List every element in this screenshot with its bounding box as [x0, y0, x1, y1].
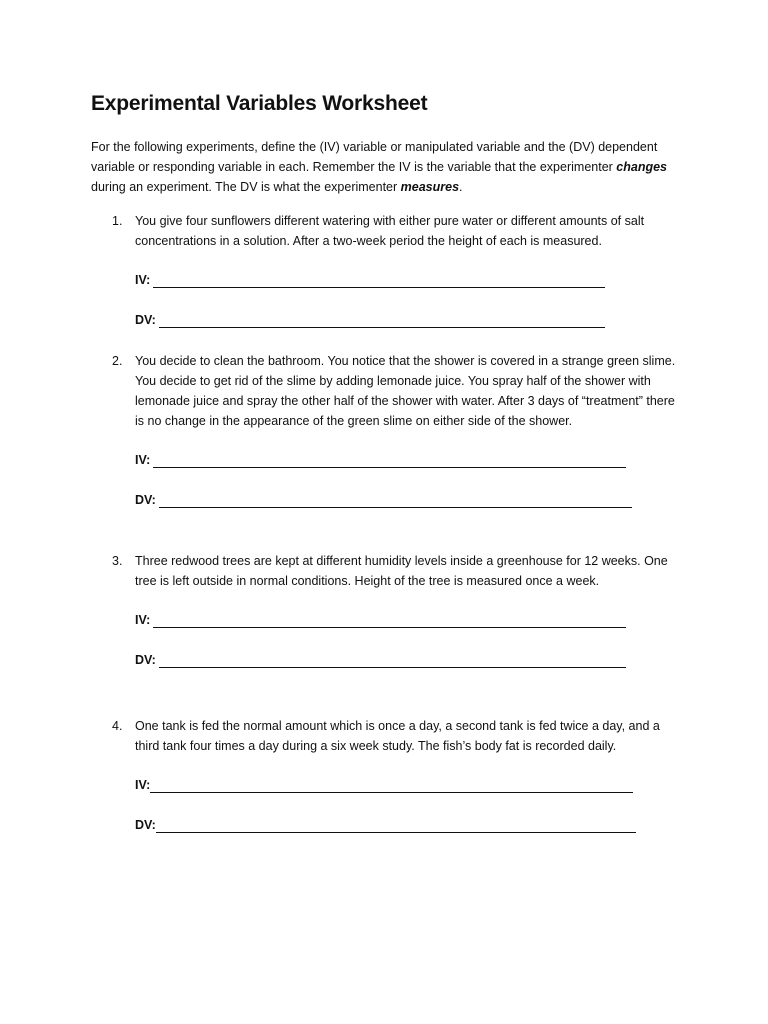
dv-answer-row: [135, 817, 636, 833]
question-number: 1.: [112, 214, 123, 228]
dv-answer-line[interactable]: [159, 495, 632, 508]
iv-label: IV:: [135, 613, 151, 627]
question-text: Three redwood trees are kept at different humidity levels inside a greenhouse for 12 weeks. One tree is left outside in normal conditions. Height of the tree is measured once a week.: [135, 554, 668, 588]
dv-label: DV:: [135, 818, 156, 832]
instructions-paragraph: [91, 137, 691, 197]
iv-label: IV:: [135, 778, 151, 792]
iv-answer-row: [135, 777, 633, 793]
question-number: 2.: [112, 354, 123, 368]
emphasis-measures: measures: [400, 180, 460, 194]
dv-answer-line[interactable]: [159, 655, 626, 668]
dv-answer-row: [135, 652, 626, 668]
question-text: You decide to clean the bathroom. You notice that the shower is covered in a strange green slime. You decide to get rid of the slime by adding lemonade juice. You spray half of the shower with lemonade juice and spray the other half of the shower with water. After 3 days of “treatment” there is no change in the appearance of the green slime on either side of the shower.: [135, 354, 676, 428]
iv-answer-row: [135, 612, 626, 628]
dv-label: DV:: [135, 653, 156, 667]
page-title: Experimental Variables Worksheet: [91, 92, 428, 115]
iv-answer-line[interactable]: [153, 615, 626, 628]
iv-answer-line[interactable]: [153, 275, 605, 288]
dv-answer-line[interactable]: [159, 315, 605, 328]
iv-label: IV:: [135, 273, 151, 287]
instructions-text-3: .: [459, 180, 463, 194]
iv-answer-row: [135, 272, 605, 288]
iv-answer-line[interactable]: [150, 780, 633, 793]
instructions-text-2: during an experiment. The DV is what the experimenter: [91, 180, 401, 194]
iv-label: IV:: [135, 453, 151, 467]
dv-answer-row: [135, 492, 632, 508]
dv-label: DV:: [135, 493, 156, 507]
iv-answer-row: [135, 452, 626, 468]
dv-label: DV:: [135, 313, 156, 327]
question-number: 3.: [112, 554, 123, 568]
emphasis-changes: changes: [616, 160, 667, 174]
question-text: You give four sunflowers different watering with either pure water or different amounts of salt concentrations in a solution. After a two-week period the height of each is measured.: [135, 214, 645, 248]
instructions-text-1: For the following experiments, define the (IV) variable or manipulated variable and the (DV) dependent variable or responding variable in each. Remember the IV is the variable that the experimenter: [91, 140, 658, 174]
dv-answer-row: [135, 312, 605, 328]
iv-answer-line[interactable]: [153, 455, 626, 468]
dv-answer-line[interactable]: [156, 820, 636, 833]
question-number: 4.: [112, 719, 123, 733]
question-text: One tank is fed the normal amount which is once a day, a second tank is fed twice a day, and a third tank four times a day during a six week study. The fish’s body fat is recorded daily.: [135, 719, 660, 753]
